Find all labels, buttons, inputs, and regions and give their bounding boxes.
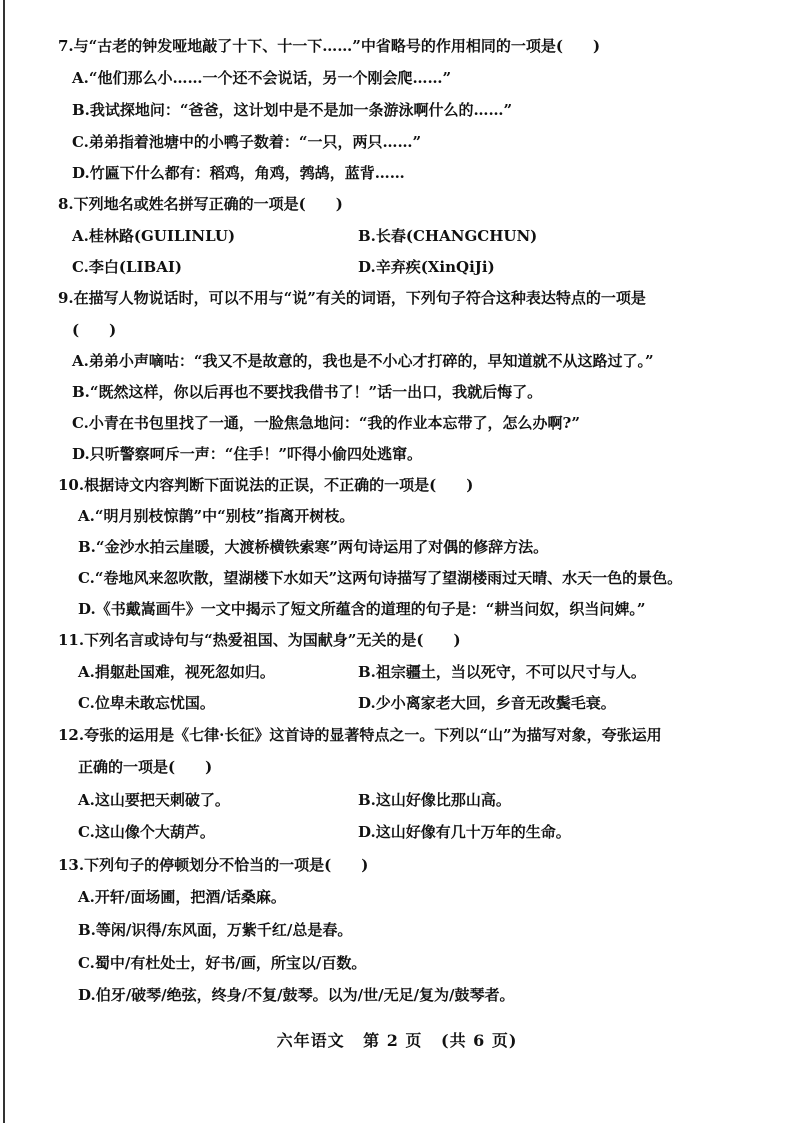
q9-option-d: D.只听警察呵斥一声：“住手！”吓得小偷四处逃窜。 [72, 445, 422, 463]
q10-option-c: C.“卷地风来忽吹散，望湖楼下水如天”这两句诗描写了望湖楼雨过天晴、水天一色的景色。 [78, 569, 683, 587]
page-edge-rule [3, 0, 5, 1123]
q10-stem: 10.根据诗文内容判断下面说法的正误，不正确的一项是( ) [58, 476, 474, 494]
q9-stem: 9.在描写人物说话时，可以不用与“说”有关的词语，下列句子符合这种表达特点的一项是 [58, 289, 646, 307]
q10-option-a: A.“明月别枝惊鹊”中“别枝”指离开树枝。 [78, 507, 355, 525]
q13-option-a: A.开轩/面场圃，把酒/话桑麻。 [78, 888, 286, 906]
q7-option-b: B.我试探地问：“爸爸，这计划中是不是加一条游泳啊什么的……” [72, 101, 513, 119]
q8-option-d: D.辛弃疾(XinQiJi) [358, 258, 495, 276]
q13-option-c: C.蜀中/有杜处士，好书/画，所宝以/百数。 [78, 954, 367, 972]
q11-option-c: C.位卑未敢忘忧国。 [78, 694, 215, 712]
footer-page-number: 第 2 页 [363, 1031, 423, 1050]
q12-option-c: C.这山像个大葫芦。 [78, 823, 215, 841]
q8-option-b: B.长春(CHANGCHUN) [358, 227, 538, 245]
q7-option-d: D.竹匾下什么都有：稻鸡，角鸡，鹁鸪，蓝背…… [72, 164, 405, 182]
q8-stem: 8.下列地名或姓名拼写正确的一项是( ) [58, 195, 343, 213]
q8-option-c: C.李白(LIBAI) [72, 258, 182, 276]
footer-total-pages: (共 6 页) [441, 1031, 518, 1050]
q9-option-b: B.“既然这样，你以后再也不要找我借书了！”话一出口，我就后悔了。 [72, 383, 543, 401]
q13-option-d: D.伯牙/破琴/绝弦，终身/不复/鼓琴。以为/世/无足/复为/鼓琴者。 [78, 986, 515, 1004]
q7-option-a: A.“他们那么小……一个还不会说话，另一个刚会爬……” [72, 69, 452, 87]
q12-option-d: D.这山好像有几十万年的生命。 [358, 823, 571, 841]
q12-option-a: A.这山要把天刺破了。 [78, 791, 230, 809]
footer-subject: 六年语文 [276, 1031, 345, 1050]
page-footer [0, 1028, 794, 1051]
q11-option-b: B.祖宗疆土，当以死守，不可以尺寸与人。 [358, 663, 646, 681]
q8-option-a: A.桂林路(GUILINLU) [72, 227, 236, 245]
q12-stem-continued: 正确的一项是( ) [78, 758, 213, 776]
q13-option-b: B.等闲/识得/东风面，万紫千红/总是春。 [78, 921, 353, 939]
q11-option-d: D.少小离家老大回，乡音无改鬓毛衰。 [358, 694, 616, 712]
q9-option-a: A.弟弟小声嘀咕：“我又不是故意的，我也是不小心才打碎的，早知道就不从这路过了。” [72, 352, 654, 370]
q9-option-c: C.小青在书包里找了一通，一脸焦急地问：“我的作业本忘带了，怎么办啊?” [72, 414, 580, 432]
q13-stem: 13.下列句子的停顿划分不恰当的一项是( ) [58, 856, 369, 874]
q10-option-b: B.“金沙水拍云崖暖，大渡桥横铁索寒”两句诗运用了对偶的修辞方法。 [78, 538, 549, 556]
q7-option-c: C.弟弟指着池塘中的小鸭子数着：“一只，两只……” [72, 133, 422, 151]
q9-stem-bracket: ( ) [72, 321, 117, 339]
q11-stem: 11.下列名言或诗句与“热爱祖国、为国献身”无关的是( ) [58, 631, 461, 649]
q11-option-a: A.捐躯赴国难，视死忽如归。 [78, 663, 275, 681]
q12-option-b: B.这山好像比那山高。 [358, 791, 511, 809]
q7-stem: 7.与“古老的钟发哑地敲了十下、十一下……”中省略号的作用相同的一项是( ) [58, 37, 601, 55]
q10-option-d: D.《书戴嵩画牛》一文中揭示了短文所蕴含的道理的句子是：“耕当问奴，织当问婢。” [78, 600, 646, 618]
q12-stem: 12.夸张的运用是《七律·长征》这首诗的显著特点之一。下列以“山”为描写对象，夸张运用 [58, 726, 662, 744]
